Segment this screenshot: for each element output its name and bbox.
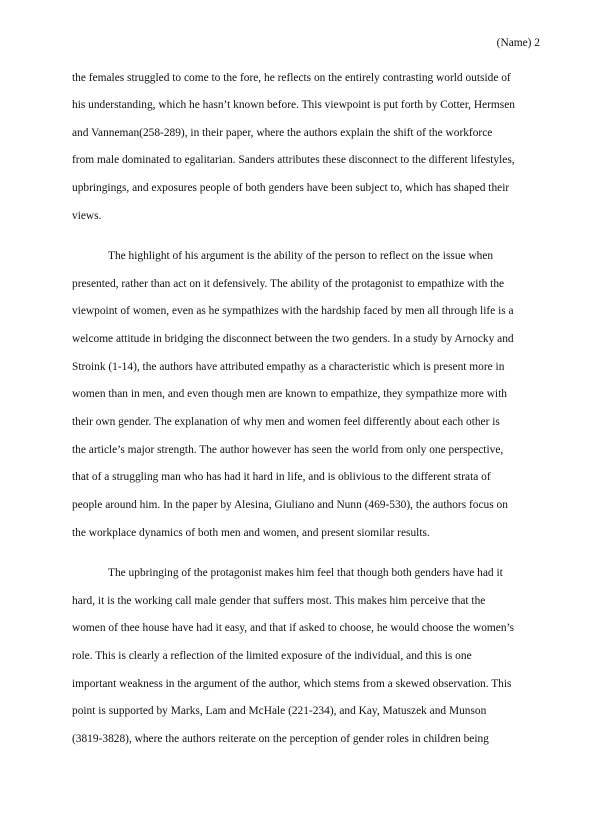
text-line: important weakness in the argument of the author, which stems from a skewed observation. This xyxy=(72,678,512,690)
text-line: viewpoint of women, even as he sympathizes with the hardship faced by men all through life is a xyxy=(72,305,514,317)
text-line: and Vanneman(258-289), in their paper, where the authors explain the shift of the workforce xyxy=(72,127,493,139)
text-line: point is supported by Marks, Lam and McHale (221-234), and Kay, Matuszek and Munson xyxy=(72,705,487,717)
text-line: The highlight of his argument is the ability of the person to reflect on the issue when xyxy=(108,250,494,262)
text-line: his understanding, which he hasn’t known before. This viewpoint is put forth by Cotter, Hermsen xyxy=(72,99,515,111)
text-line: women of thee house have had it easy, and that if asked to choose, he would choose the women’s xyxy=(72,622,515,634)
text-line: (3819-3828), where the authors reiterate on the perception of gender roles in children being xyxy=(72,733,489,745)
text-line: presented, rather than act on it defensively. The ability of the protagonist to empathize with the xyxy=(72,278,505,290)
text-line: upbringings, and exposures people of both genders have been subject to, which has shaped their xyxy=(72,182,510,194)
text-line: that of a struggling man who has had it hard in life, and is oblivious to the different strata of xyxy=(72,471,491,483)
text-line: welcome attitude in bridging the disconnect between the two genders. In a study by Arnocky and xyxy=(72,333,514,345)
text-line: the article’s major strength. The author however has seen the world from only one perspective, xyxy=(72,444,504,456)
text-line: views. xyxy=(72,210,102,222)
text-line: The upbringing of the protagonist makes him feel that though both genders have had it xyxy=(108,567,503,579)
text-line: the workplace dynamics of both men and women, and present siomilar results. xyxy=(72,527,430,539)
text-line: people around him. In the paper by Alesina, Giuliano and Nunn (469-530), the authors focus on xyxy=(72,499,508,511)
text-line: the females struggled to come to the fore, he reflects on the entirely contrasting world outside of xyxy=(72,72,511,84)
text-line: women than in men, and even though men are known to empathize, they sympathize more with xyxy=(72,388,507,400)
text-line: their own gender. The explanation of why men and women feel differently about each other is xyxy=(72,416,500,428)
text-line: Stroink (1-14), the authors have attributed empathy as a characteristic which is present more in xyxy=(72,361,505,373)
text-line: role. This is clearly a reflection of the limited exposure of the individual, and this is one xyxy=(72,650,472,662)
running-head: (Name) 2 xyxy=(496,37,540,49)
text-line: hard, it is the working call male gender that suffers most. This makes him perceive that the xyxy=(72,595,486,607)
text-line: from male dominated to egalitarian. Sanders attributes these disconnect to the different lifestyles, xyxy=(72,154,515,166)
